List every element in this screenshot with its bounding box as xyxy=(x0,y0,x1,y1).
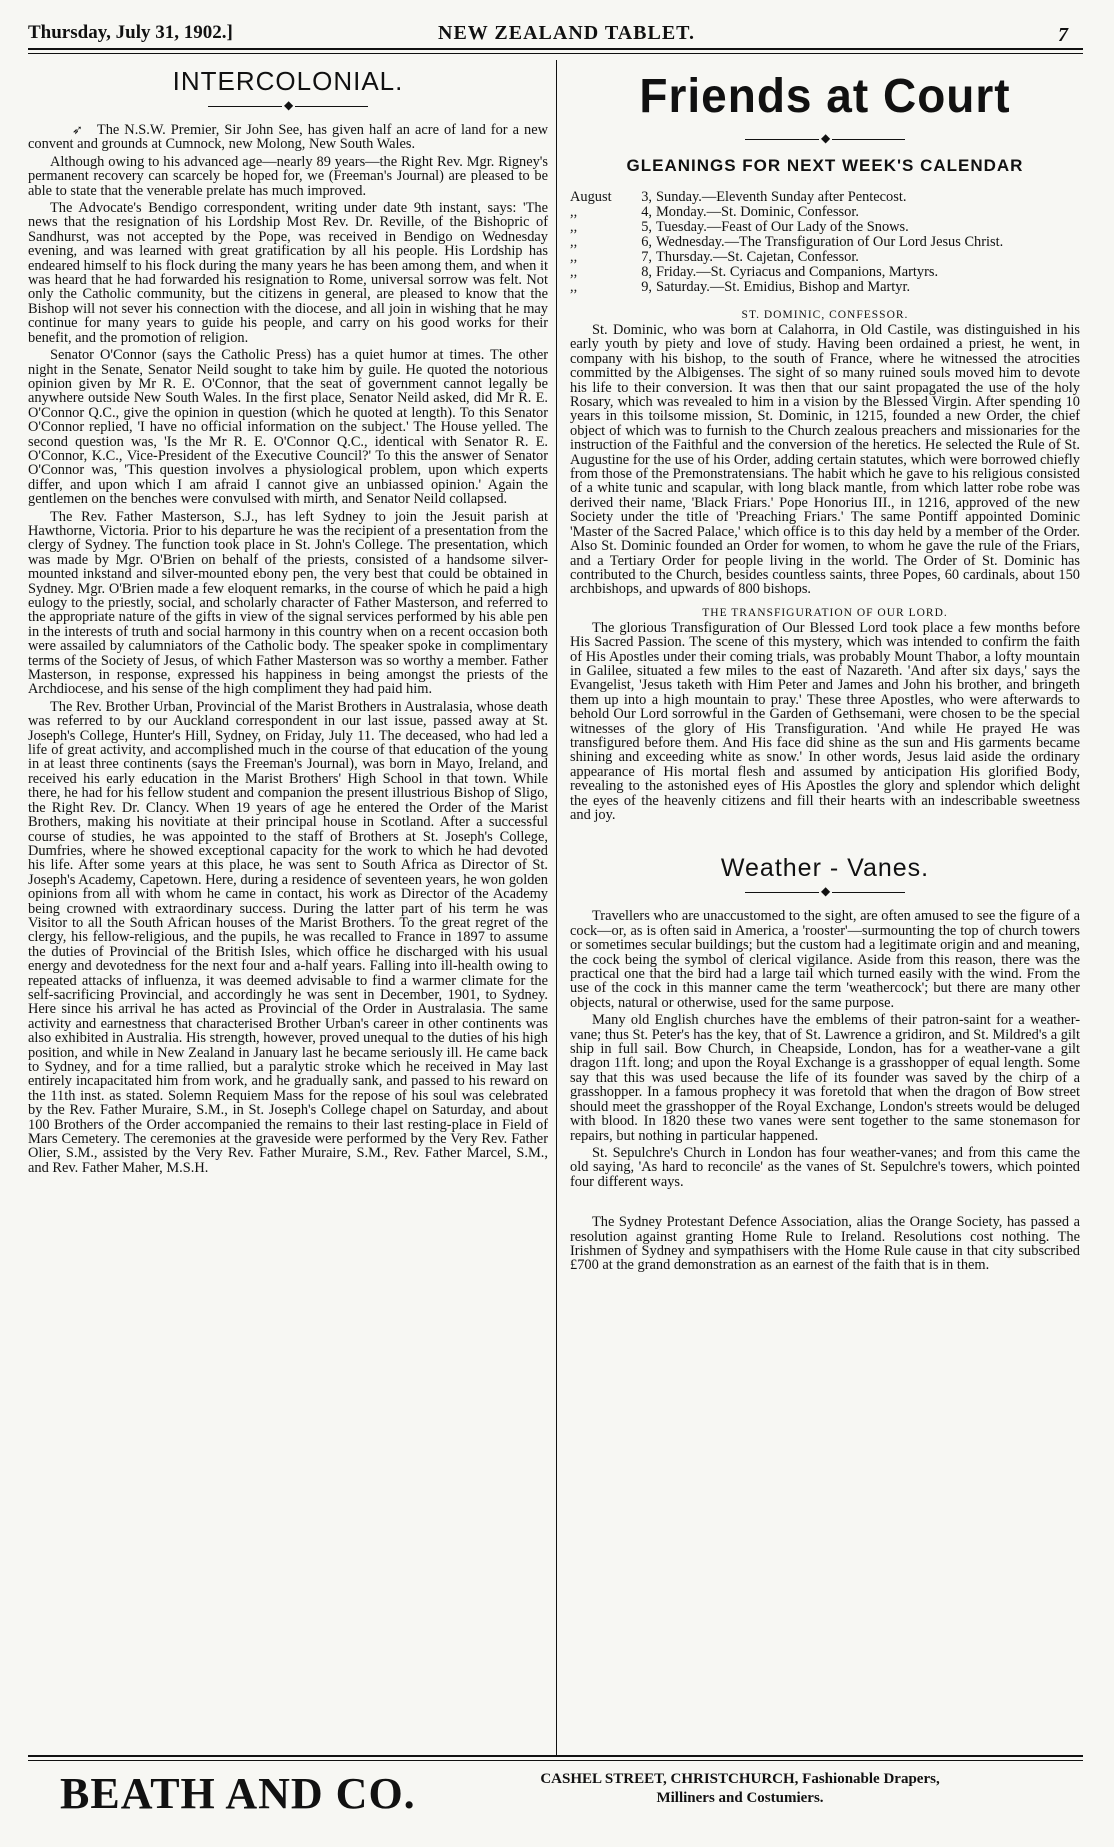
calendar-day: 8, xyxy=(641,264,652,280)
ornament-rule xyxy=(208,98,368,112)
header-rule-thin xyxy=(28,53,1083,54)
calendar-row xyxy=(570,190,1080,205)
diamond-icon: ◆ xyxy=(821,884,831,899)
advertiser-address-line: Milliners and Costumiers. xyxy=(656,1790,824,1806)
article-paragraph: The Rev. Brother Urban, Provincial of the Marist Brothers in Australasia, whose death was referred to by our Auckland correspondent in our last issue, passed away at St. Joseph's College, Hunter's Hill, Sydney, on Friday, July 11. The deceased, who had led a life of great activity, and accomplished much in the course of that education of the young in at least three continents (says the Freeman's Journal), was born in Mayo, Ireland, and received his early education in the Marist Brothers' High School in that town. While there, he had for his fellow student and companion the present illustrious Bishop of Sligo, the Right Rev. Dr. Clancy. When 19 years of age he entered the Order of the Marist Brothers, making his novitiate at their principal house in Scotland. After a successful course of studies, he was appointed to the staff of Brothers at St. Joseph's College, Dumfries, where he showed exceptional capacity for the work to which he had devoted his life. After some years at this place, he was sent to South Africa as Director of St. Joseph's Academy, Capetown. Here, during a residence of seventeen years, he won golden opinions from all with whom he came in contact, his work as Director of the Academy being crowned with extraordinary success. During the latter part of his term he was Visitor to all the South African houses of the Marist Brothers. To the great regret of the clergy, his fellow-religious, and the pupils, he was recalled to France in 1897 to assume the duties of Provincial of the British Isles, which office he discharged with his usual energy and devotedness for the next four and a-half years. Falling into ill-health owing to repeated attacks of influenza, it was deemed advisable to find a warmer climate for the self-sacrificing Provincial, and accordingly he was sent in December, 1901, to Sydney. Here since his arrival he has acted as Provincial of the Order in Australasia. The same activity and earnestness that characterised Brother Urban's career in other continents was also exhibited in Australia. His strength, however, proved unequal to the duties of his high position, and while in New Zealand in January last he became seriously ill. He came back to Sydney, and for a time rallied, but a paralytic stroke which he received in May last entirely incapacitated him from work, and he gradually sank, and passed to his reward on the 11th inst. as stated. Solemn Requiem Mass for the repose of his soul was celebrated by the Rev. Father Muraire, S.M., in St. Joseph's College chapel on Saturday, and about 100 Brothers of the Order accompanied the remains to their last resting-place in Field of Mars Cemetery. The ceremonies at the graveside were performed by the Very Rev. Father Olier, S.M., assisted by the Very Rev. Father Muraire, S.M., Rev. Father Marcel, S.M., and Rev. Father Maher, M.S.H. xyxy=(28,698,548,1176)
column-divider xyxy=(556,60,557,1755)
right-column xyxy=(570,64,1080,1276)
calendar-list xyxy=(570,190,1080,295)
calendar-day: 4, xyxy=(641,204,652,220)
diamond-icon: ◆ xyxy=(284,98,294,112)
calendar-row xyxy=(570,280,1080,295)
dominic-paragraph: St. Dominic, who was born at Calahorra, in Old Castile, was distinguished in his early youth by piety and love of study. Having been ordained a priest, he went, in company with his bishop, to the south of France, where he witnessed the atrocities committed by the Albigenses. The sight of so many ruined souls moved him to devote his life to their conversion. It was then that our saint propagated the use of the holy Rosary, which was revealed to him in a vision by the Blessed Virgin. After spending 10 years in this toilsome mission, St. Dominic, in 1215, founded a new Order, the chief object of which was to furnish to the Church zealous preachers and missionaries for the instruction of the Faithful and the conversion of the heretics. He selected the Rule of St. Augustine for the use of his Order, adding certain statutes, which were borrowed chiefly from those of the Premonstratensians. The habit which he gave to his religious consisted of a white tunic and scapular, with long black mantle, from which latter robe robe was derived their name, 'Black Friars.' Pope Honorius III., in 1216, approved of the new Society under the title of 'Preaching Friars.' The same Pontiff appointed Dominic 'Master of the Sacred Palace,' which office is to this day held by a member of the Order. Also St. Dominic founded an Order for women, to whom he gave the rule of the Friars, and a Tertiary Order for people living in the world. The Order of St. Dominic has contributed to the Church, besides countless saints, three Popes, 60 cardinals, about 150 archbishops, and upwards of 800 bishops. xyxy=(570,322,1080,598)
calendar-day: 7, xyxy=(641,249,652,265)
article-paragraph: Senator O'Connor (says the Catholic Press) has a quiet humor at times. The other night in the Senate, Senator Neild sought to take him by guile. He quoted the notorious opinion given by Mr R. E. O'Connor, that the seat of government cannot legally be anywhere outside New South Wales. In the first place, Senator Neild asked, did Mr R. E. O'Connor Q.C., give the opinion in question (which he quoted at length). To this Senator O'Connor replied, 'I have no official information on the subject.' The House yelled. The second question was, 'Is the Mr R. E. O'Connor Q.C., identical with Senator R. E. O'Connor, K.C., Vice-President of the Executive Council?' To this the answer of Senator O'Connor was, 'This question involves a physiological problem, upon which experts differ, and upon which I am afraid I cannot give an unbiassed opinion.' Again the gentlemen on the benches were convulsed with mirth, and Senator Neild collapsed. xyxy=(28,347,548,508)
calendar-day: 5, xyxy=(641,219,652,235)
weather-vanes-title: Weather - Vanes. xyxy=(720,854,930,883)
calendar-month: ,, xyxy=(570,219,578,235)
intercolonial-title: INTERCOLONIAL. xyxy=(172,66,404,96)
defence-paragraph: The Sydney Protestant Defence Association, alias the Orange Society, has passed a resolution against granting Home Rule to Ireland. Resolutions cost nothing. The Irishmen of Sydney and sympathisers with the Home Rule cause in that city subscribed £700 at the grand demonstration as an earnest of the faith that is in them. xyxy=(570,1214,1080,1274)
diamond-icon: ◆ xyxy=(821,131,831,145)
calendar-month: ,, xyxy=(570,264,578,280)
calendar-day: 6, xyxy=(641,234,652,250)
friends-at-court-title: Friends at Court xyxy=(639,67,1011,123)
calendar-month: August xyxy=(570,189,612,205)
advertiser-address xyxy=(520,1770,960,1808)
newspaper-name: NEW ZEALAND TABLET. xyxy=(438,22,696,44)
calendar-entry: Saturday.—St. Emidius, Bishop and Martyr. xyxy=(656,279,911,295)
transfiguration-heading: THE TRANSFIGURATION OF OUR LORD. xyxy=(702,606,948,619)
article-paragraph: The Advocate's Bendigo correspondent, writing under date 9th instant, says: 'The news that the resignation of his Lordship Most Rev. Dr. Reville, of the Bishopric of Sandhurst, was not accepted by the Pope, was received in Bendigo on Wednesday evening, and was learned with great gratification by all his people. His Lordship has endeared himself to his flock during the many years he has been among them, and when it was heard that he had forwarded his resignation to Rome, universal sorrow was felt. Not only the Catholic community, but the citizens in general, are pleased to know that the Bishop will not sever his connection with the diocese, and all join in wishing that he may continue for many years to guide his people, and carry on his good works for their benefit, and the promotion of religion. xyxy=(28,200,548,346)
page-number: 7 xyxy=(1058,24,1068,46)
dominic-heading: ST. DOMINIC, CONFESSOR. xyxy=(741,309,909,321)
calendar-row xyxy=(570,250,1080,265)
calendar-month: ,, xyxy=(570,204,578,220)
calendar-row xyxy=(570,235,1080,250)
footer-rule-thin xyxy=(28,1760,1083,1761)
footer-rule xyxy=(28,1755,1083,1757)
header-rule xyxy=(28,48,1083,50)
weather-paragraph: Many old English churches have the emblems of their patron-saint for a weather-vane; thus St. Peter's has the key, that of St. Lawrence a gridiron, and St. Mildred's a gilt ship in full sail. Bow Church, in Cheapside, London, has for a weather-vane a gilt dragon 11ft. long; and upon the Royal Exchange is a grasshopper of equal length. Some say that this was used because the life of its founder was saved by the chirp of a grasshopper. In a famous prophecy it was foretold that when the dragon of Bow street should meet the grasshopper of the Royal Exchange, London's streets would be deluged with blood. In 1820 these two vanes were sent together to the same stonemason for repairs, but nothing in particular happened. xyxy=(570,1012,1080,1144)
calendar-entry: Wednesday.—The Transfiguration of Our Lord Jesus Christ. xyxy=(656,234,1004,250)
calendar-row xyxy=(570,205,1080,220)
calendar-row xyxy=(570,265,1080,280)
article-paragraph: ➶ The N.S.W. Premier, Sir John See, has given half an acre of land for a new convent and grounds at Cumnock, new Molong, New South Wales. xyxy=(28,122,548,153)
calendar-entry: Monday.—St. Dominic, Confessor. xyxy=(656,204,859,220)
ornament-rule xyxy=(745,131,905,145)
calendar-day: 9, xyxy=(641,279,652,295)
ornament-rule xyxy=(745,884,905,899)
page-header xyxy=(28,16,1078,50)
calendar-entry: Thursday.—St. Cajetan, Confessor. xyxy=(656,249,859,265)
article-paragraph: Although owing to his advanced age—nearly 89 years—the Right Rev. Mgr. Rigney's permanent recovery can scarcely be hoped for, we (Freeman's Journal) are pleased to be able to state that the venerable prelate has much improved. xyxy=(28,153,548,199)
calendar-day: 3, xyxy=(641,189,652,205)
calendar-entry: Friday.—St. Cyriacus and Companions, Martyrs. xyxy=(656,264,939,280)
article-paragraph: The Rev. Father Masterson, S.J., has left Sydney to join the Jesuit parish at Hawthorne, Victoria. Prior to his departure he was the recipient of a presentation from the clergy of Sydney. The function took place in St. John's College. The presentation, which was made by Mgr. O'Brien on behalf of the priests, consisted of a handsome silver-mounted inkstand and silver-mounted ebony pen, the very best that could be obtained in Sydney. Mgr. O'Brien made a few eloquent remarks, in the course of which he paid a high eulogy to the priestly, social, and scholarly character of Father Masterson, and referred to the appropriate nature of the gifts in view of the signal services performed by his able pen in the interests of truth and social harmony in this country when on a recent occasion both were assailed by calumniators of the Catholic body. The speaker spoke in complimentary terms of the Society of Jesus, of which Father Masterson was so worthy a member. Father Masterson, in response, expressed his happiness in being amongst the priests of the Archdiocese, and his sense of the high compliment they had paid him. xyxy=(28,508,548,698)
weather-paragraph: Travellers who are unaccustomed to the sight, are often amused to see the figure of a cock—or, as is often said in America, a 'rooster'—surmounting the top of church towers or sometimes secular buildings; but the custom had a legitimate origin and and meaning, the cock being the symbol of clerical vigilance. Aside from this reason, there was the practical one that the bird had a large tail which turned easily with the wind. From the use of the cock in this manner came the term 'weathercock'; but there are many other objects, natural or otherwise, used for the same purpose. xyxy=(570,908,1080,1011)
advertiser-address-line: CASHEL STREET, CHRISTCHURCH, Fashionable Drapers, xyxy=(540,1771,940,1787)
weather-paragraph: St. Sepulchre's Church in London has four weather-vanes; and from this came the old saying, 'As hard to reconcile' as the vanes of St. Sepulchre's towers, which pointed four different ways. xyxy=(570,1144,1080,1190)
calendar-month: ,, xyxy=(570,279,578,295)
calendar-subtitle: GLEANINGS FOR NEXT WEEK'S CALENDAR xyxy=(626,156,1024,175)
issue-date: Thursday, July 31, 1902.] xyxy=(28,22,233,43)
calendar-entry: Sunday.—Eleventh Sunday after Pentecost. xyxy=(656,189,907,205)
left-column xyxy=(28,64,548,1178)
calendar-entry: Tuesday.—Feast of Our Lady of the Snows. xyxy=(656,219,909,235)
transfiguration-paragraph: The glorious Transfiguration of Our Blessed Lord took place a few months before His Sacred Passion. The scene of this mystery, which was intended to confirm the faith of His Apostles under their coming trials, was probably Mount Thabor, a lofty mountain in Galilee, situated a few miles to the east of Nazareth. 'And after six days,' says the Evangelist, 'Jesus taketh with Him Peter and James and John his brother, and bringeth them up into a high mountain to pray.' These three Apostles, who were afterwards to behold Our Lord sorrowful in the Garden of Gethsemani, were chosen to be the special witnesses of the glory of His Transfiguration. 'And while He prayed He was transfigured before them. And His face did shine as the sun and His garments became shining and exceeding white as snow.' In other words, Jesus laid aside the ordinary appearance of His mortal flesh and assumed by anticipation His glorified Body, revealing to the astonished eyes of His Apostles the glory and splendor which delight the eyes of the heavenly citizens and fill their hearts with an indescribable sweetness and joy. xyxy=(570,619,1080,823)
calendar-month: ,, xyxy=(570,249,578,265)
advertiser-name: BEATH AND CO. xyxy=(60,1769,416,1818)
pointer-icon: ➶ xyxy=(72,122,83,137)
calendar-month: ,, xyxy=(570,234,578,250)
calendar-row xyxy=(570,220,1080,235)
